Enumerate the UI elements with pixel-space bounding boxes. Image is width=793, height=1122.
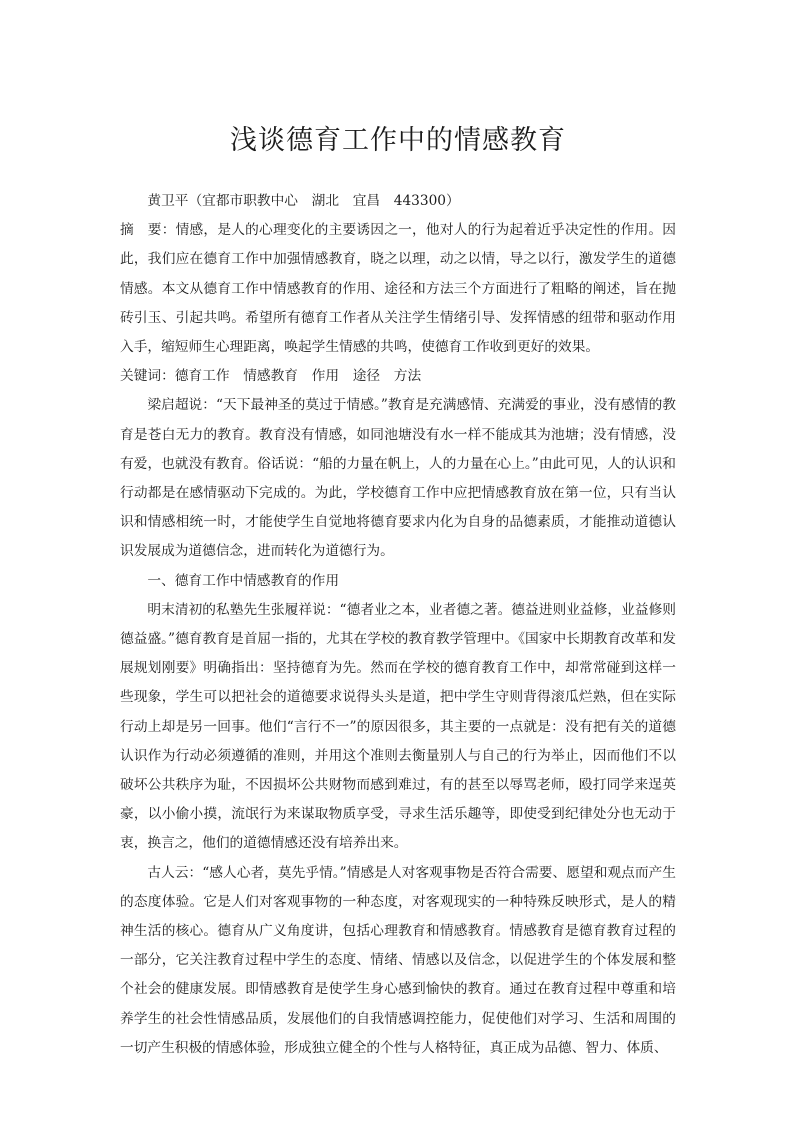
body-paragraph: 明末清初的私塾先生张履祥说：“德者业之本，业者德之著。德益进则业益修，业益修则德益盛。”德育教育是首屈一指的，尤其在学校的教育教学管理中。《国家中长期教育改革和发展规划刚要》明确指出：坚持德育为先。然而在学校的德育教育工作中，却常常碰到这样一些现象，学生可以把社会的道德要求说得头头是道，把中学生守则背得滚瓜烂熟，但在实际行动上却是另一回事。他们“言行不一”的原因很多，其主要的一点就是：没有把有关的道德认识作为行动必须遵循的准则，并用这个准则去衡量别人与自己的行为举止，因而他们不以破坏公共秩序为耻，不因损坏公共财物而感到难过，有的甚至以辱骂老师，殴打同学来逞英豪，以小偷小摸，流氓行为来谋取物质享受，寻求生活乐趣等，即使受到纪律处分也无动于衷，换言之，他们的道德情感还没有培养出来。 xyxy=(120,601,676,852)
document-title: 浅谈德育工作中的情感教育 xyxy=(230,125,566,156)
author-line: 黄卫平（宜都市职教中心 湖北 宜昌 443300） xyxy=(147,193,460,209)
section-heading: 一、德育工作中情感教育的作用 xyxy=(147,572,340,589)
keywords-line: 关键词：德育工作 情感教育 作用 途径 方法 xyxy=(120,368,422,385)
document-body xyxy=(120,187,676,1063)
body-paragraph: 古人云：“感人心者，莫先乎情。”情感是人对客观事物是否符合需要、愿望和观点而产生的态度体验。它是人们对客观事物的一种态度，对客观现实的一种特殊反映形式，是人的精神生活的核心。德育从广义角度讲，包括心理教育和情感教育。情感教育是德育教育过程的一部分，它关注教育过程中学生的态度、情绪、情感以及信念，以促进学生的个体发展和整个社会的健康发展。即情感教育是使学生身心感到愉快的教育。通过在教育过程中尊重和培养学生的社会性情感品质，发展他们的自我情感调控能力，促使他们对学习、生活和周围的一切产生积极的情感体验，形成独立健全的个性与人格特征，真正成为品德、智力、体质、 xyxy=(120,864,676,1056)
abstract-paragraph: 摘 要：情感，是人的心理变化的主要诱因之一，他对人的行为起着近乎决定性的作用。因此，我们应在德育工作中加强情感教育，晓之以理，动之以情，导之以行，激发学生的道德情感。本文从德育工作中情感教育的作用、途径和方法三个方面进行了粗略的阐述，旨在抛砖引玉、引起共鸣。希望所有德育工作者从关注学生情绪引导、发挥情感的纽带和驱动作用入手，缩短师生心理距离，唤起学生情感的共鸣，使德育工作收到更好的效果。 xyxy=(120,222,676,356)
intro-paragraph: 梁启超说：“天下最神圣的莫过于情感。”教育是充满感情、充满爱的事业，没有感情的教育是苍白无力的教育。教育没有情感，如同池塘没有水一样不能成其为池塘；没有情感，没有爱，也就没有教育。俗话说：“船的力量在帆上，人的力量在心上。”由此可见，人的认识和行动都是在感情驱动下完成的。为此，学校德育工作中应把情感教育放在第一位，只有当认识和情感相统一时，才能使学生自觉地将德育要求内化为自身的品德素质，才能推动道德认识发展成为道德信念，进而转化为道德行为。 xyxy=(120,397,676,560)
